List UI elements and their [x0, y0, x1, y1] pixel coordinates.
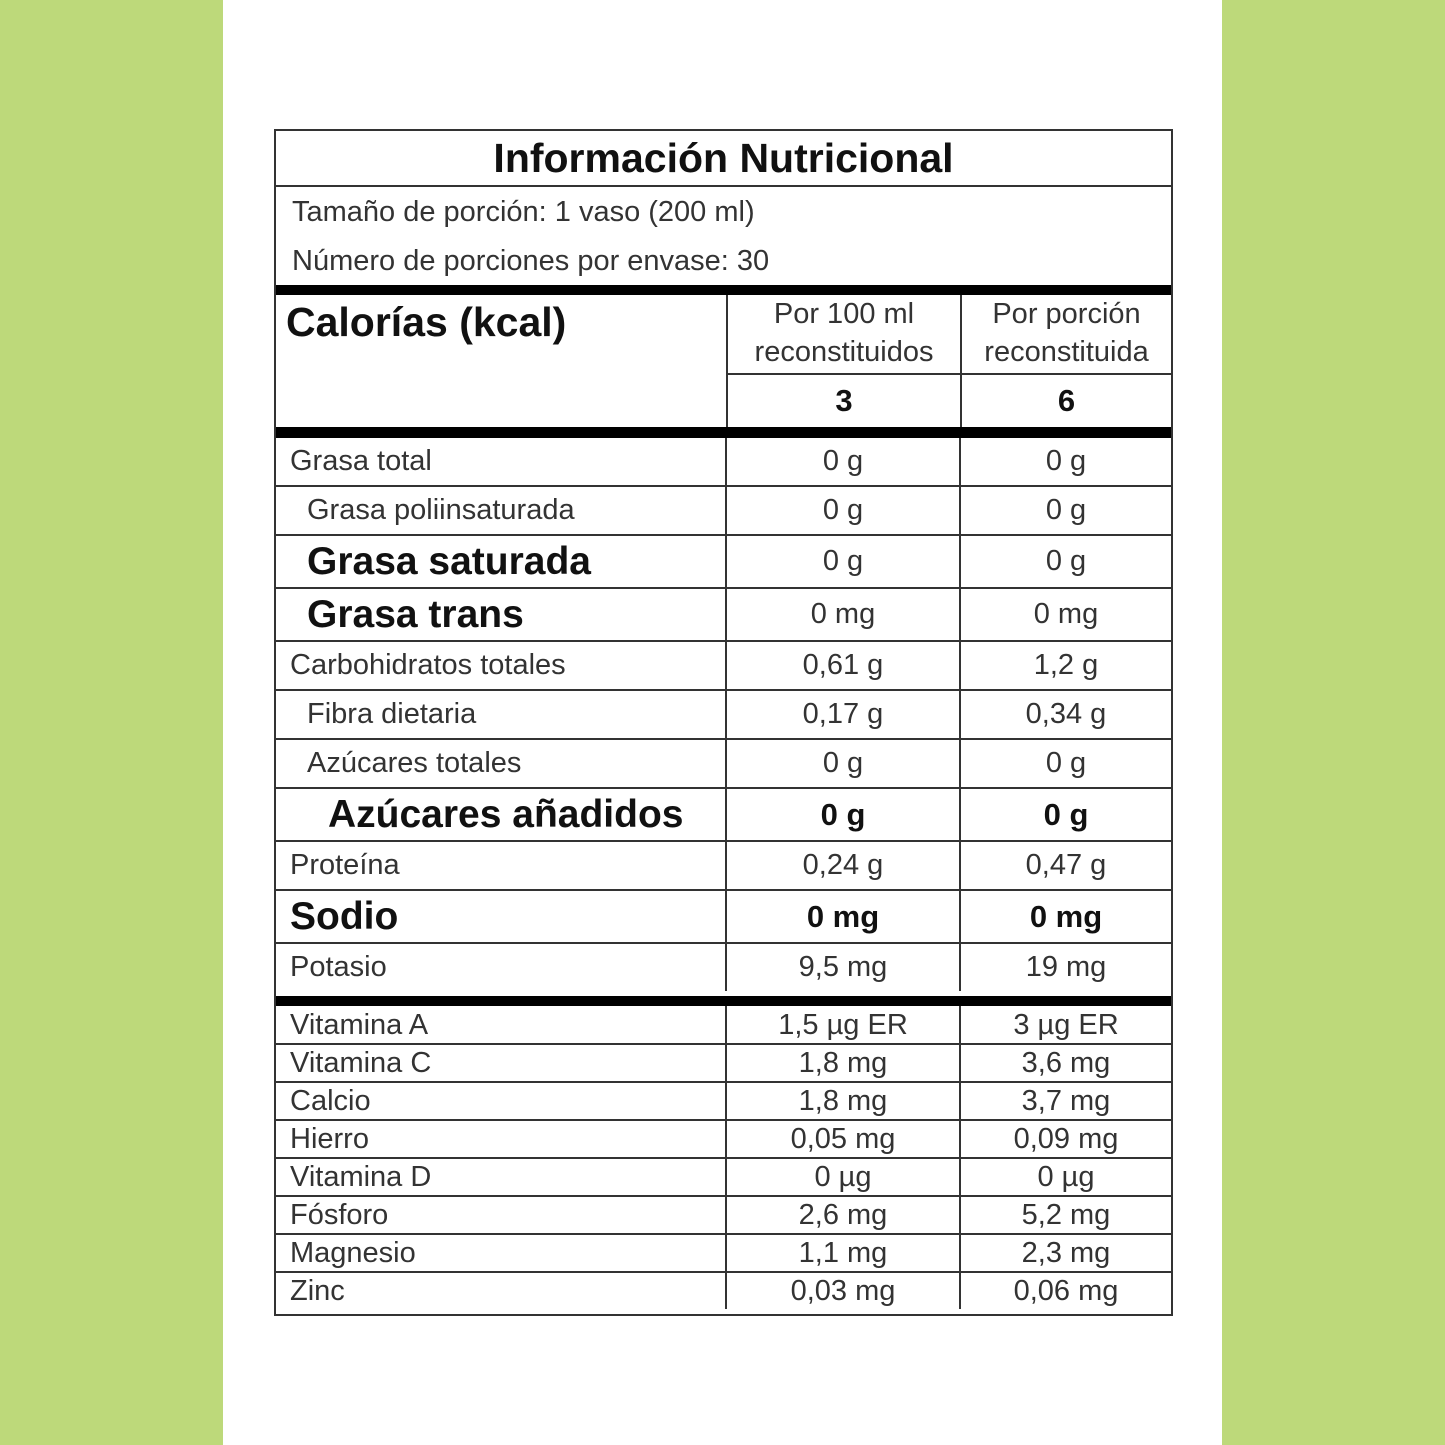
per-serving-header: Por porción reconstituida: [984, 298, 1149, 368]
vitamin-per-100ml: 1,8 mg: [726, 1044, 960, 1082]
nutrient-per-100ml: 0 g: [726, 739, 960, 788]
table-row: [276, 486, 1171, 535]
per-100ml-header: Por 100 ml reconstituidos: [754, 298, 934, 368]
vitamin-per-serving: 0,09 mg: [960, 1120, 1171, 1158]
table-row: [276, 1196, 1171, 1234]
vitamin-per-100ml: 0 µg: [726, 1158, 960, 1196]
nutrient-per-100ml: 0 mg: [726, 588, 960, 641]
vitamin-name: Magnesio: [276, 1234, 726, 1272]
table-row: [276, 890, 1171, 943]
nutrient-per-100ml: 9,5 mg: [726, 943, 960, 991]
nutrient-name: Sodio: [276, 890, 726, 943]
table-row: [276, 1044, 1171, 1082]
vitamin-per-serving: 3 µg ER: [960, 1006, 1171, 1044]
nutrient-per-100ml: 0 g: [726, 788, 960, 841]
serving-info: [276, 187, 1171, 295]
table-row: [276, 641, 1171, 690]
vitamin-per-serving: 2,3 mg: [960, 1234, 1171, 1272]
nutrient-per-serving: 19 mg: [960, 943, 1171, 991]
nutrient-name: Carbohidratos totales: [276, 641, 726, 690]
table-row: [276, 535, 1171, 588]
nutrients-table: [276, 438, 1171, 991]
servings-per-container: Número de porciones por envase: 30: [292, 245, 770, 277]
nutrient-name: Grasa saturada: [276, 535, 726, 588]
calories-per-serving: 6: [1057, 383, 1076, 418]
vitamin-per-100ml: 1,5 µg ER: [726, 1006, 960, 1044]
calories-per-100ml: 3: [835, 383, 853, 418]
nutrient-per-100ml: 0 g: [726, 438, 960, 486]
table-row: [276, 1234, 1171, 1272]
vitamin-per-serving: 5,2 mg: [960, 1196, 1171, 1234]
nutrient-per-serving: 0 g: [960, 739, 1171, 788]
nutrition-facts-label: [274, 129, 1173, 1316]
nutrient-name: Grasa total: [290, 445, 432, 477]
vitamin-name: Hierro: [276, 1120, 726, 1158]
table-row: [276, 438, 1171, 486]
vitamin-per-100ml: 1,8 mg: [726, 1082, 960, 1120]
nutrient-per-serving: 0 mg: [960, 588, 1171, 641]
nutrient-per-100ml: 0 mg: [726, 890, 960, 943]
vitamin-per-100ml: 0,05 mg: [726, 1120, 960, 1158]
nutrient-per-100ml: 0 g: [726, 535, 960, 588]
vitamin-per-serving: 3,6 mg: [960, 1044, 1171, 1082]
nutrient-per-serving: 0 g: [960, 535, 1171, 588]
nutrient-per-serving: 0,34 g: [960, 690, 1171, 739]
table-row: [276, 943, 1171, 991]
vitamin-per-100ml: 0,03 mg: [726, 1272, 960, 1309]
calories-label: Calorías (kcal): [286, 299, 567, 345]
serving-size: Tamaño de porción: 1 vaso (200 ml): [292, 196, 755, 228]
table-row: [276, 788, 1171, 841]
vitamin-name: Vitamina A: [290, 1008, 429, 1041]
nutrient-name: Azúcares añadidos: [276, 788, 726, 841]
table-row: [276, 739, 1171, 788]
vitamin-name: Calcio: [276, 1082, 726, 1120]
nutrient-name: Grasa poliinsaturada: [276, 486, 726, 535]
table-row: [276, 1006, 1171, 1044]
table-row: [276, 841, 1171, 890]
calories-section: [276, 295, 1171, 438]
vitamin-per-serving: 0,06 mg: [960, 1272, 1171, 1309]
section-divider: [276, 996, 1171, 1006]
table-row: [276, 1158, 1171, 1196]
nutrient-per-serving: 0,47 g: [960, 841, 1171, 890]
nutrient-per-serving: 0 mg: [960, 890, 1171, 943]
nutrient-per-serving: 0 g: [960, 788, 1171, 841]
vitamin-name: Vitamina D: [276, 1158, 726, 1196]
nutrient-per-serving: 0 g: [960, 438, 1171, 486]
nutrient-name: Proteína: [276, 841, 726, 890]
vitamin-per-serving: 3,7 mg: [960, 1082, 1171, 1120]
vitamins-table: [276, 1006, 1171, 1309]
nutrient-per-100ml: 0 g: [726, 486, 960, 535]
table-row: [276, 588, 1171, 641]
table-row: [276, 1272, 1171, 1309]
nutrient-name: Grasa trans: [276, 588, 726, 641]
table-row: [276, 1120, 1171, 1158]
nutrient-name: Azúcares totales: [276, 739, 726, 788]
nutrient-per-serving: 0 g: [960, 486, 1171, 535]
nutrient-per-serving: 1,2 g: [960, 641, 1171, 690]
vitamin-per-100ml: 2,6 mg: [726, 1196, 960, 1234]
label-title: Información Nutricional: [276, 131, 1171, 187]
nutrient-name: Potasio: [276, 943, 726, 991]
vitamin-per-100ml: 1,1 mg: [726, 1234, 960, 1272]
table-row: [276, 1082, 1171, 1120]
nutrient-per-100ml: 0,61 g: [726, 641, 960, 690]
vitamin-name: Zinc: [276, 1272, 726, 1309]
vitamin-name: Vitamina C: [276, 1044, 726, 1082]
vitamin-name: Fósforo: [276, 1196, 726, 1234]
nutrient-per-100ml: 0,24 g: [726, 841, 960, 890]
nutrient-per-100ml: 0,17 g: [726, 690, 960, 739]
table-row: [276, 690, 1171, 739]
vitamin-per-serving: 0 µg: [960, 1158, 1171, 1196]
nutrient-name: Fibra dietaria: [276, 690, 726, 739]
